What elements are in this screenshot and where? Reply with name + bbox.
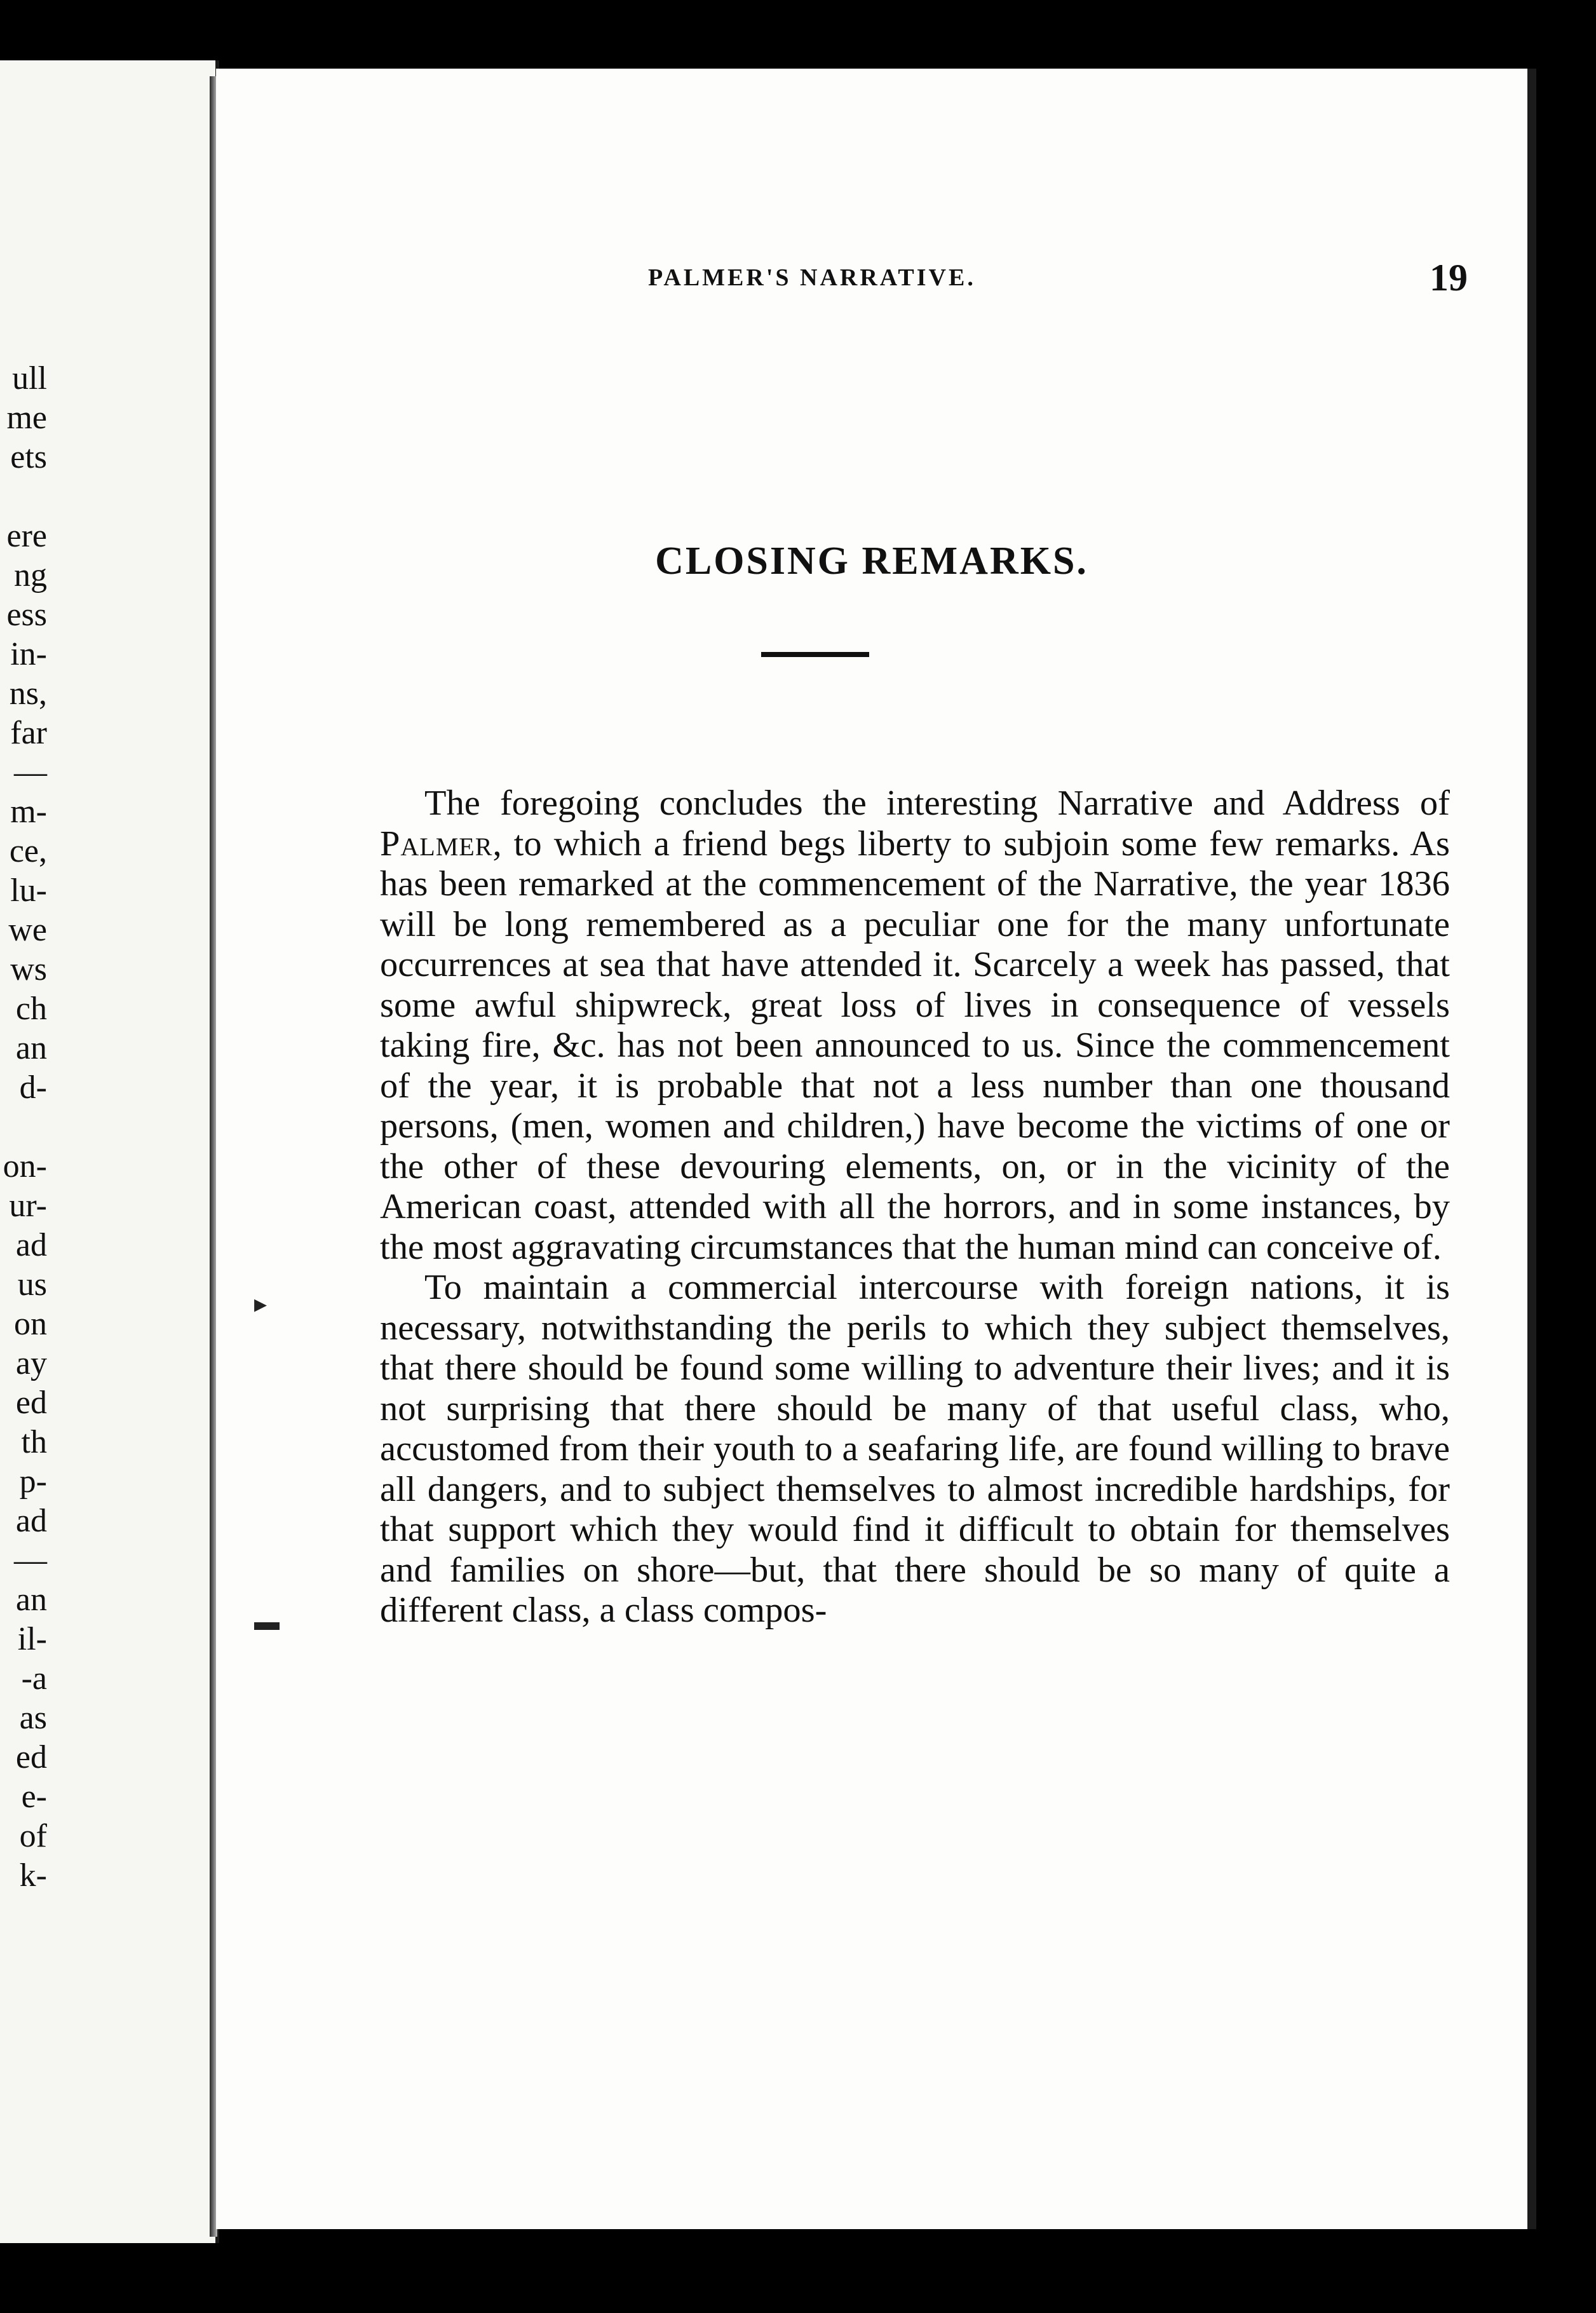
title-divider-rule — [761, 652, 869, 657]
paragraph-1-part-b: , to which a friend begs liberty to subjoin some few remarks. As has been remarked at the commencement of the Narrative, the year 1836 will be long remembered as a peculiar one for the many unfortunate occurrences at sea that have attended it. Scarcely a week has passed, that some awful shipwreck, great loss of lives in consequence of vessels taking fire, &c. has not been announced to us. Since the commencement of the year, it is probable that not a less number than one thousand persons, (men, women and children,) have become the victims of one or the other of these devouring elements, on, or in the vicinity of the American coast, attended with all the horrors, and in some instances, by the most aggravating circumstances that the human mind can conceive of. — [380, 824, 1450, 1267]
left-page-fragment-line: of — [19, 1818, 47, 1854]
left-page-fragment-line: an — [15, 1030, 47, 1066]
left-page-fragment-line: ur- — [9, 1188, 47, 1224]
left-page-fragment-line: ch — [15, 991, 47, 1027]
running-title: PALMER'S NARRATIVE. — [648, 264, 976, 291]
chapter-title: CLOSING REMARKS. — [655, 539, 1088, 583]
left-page-fragment-line: far — [10, 715, 47, 751]
left-page-fragment-line: ed — [15, 1739, 47, 1775]
left-page-fragment-line: ull — [12, 360, 47, 397]
left-page-fragment-line: ed — [15, 1385, 47, 1421]
page-number: 19 — [1430, 257, 1468, 299]
running-head — [648, 256, 1468, 307]
left-page-fragment-line: ng — [14, 557, 47, 594]
left-page-fragment-line: ere — [6, 518, 47, 554]
left-page-fragment-line: k- — [19, 1857, 47, 1894]
left-page-fragment-line: an — [15, 1582, 47, 1618]
left-page-fragment-line: in- — [10, 636, 47, 672]
left-page-fragment-line — [0, 477, 47, 517]
left-page-text-fragments — [0, 359, 47, 1896]
left-page-fragment-line: on — [14, 1306, 47, 1342]
left-page-fragment-line: me — [6, 400, 47, 436]
left-page-fragment-line: ws — [10, 951, 47, 987]
left-page-fragment-line: ad — [15, 1503, 47, 1539]
margin-mark: ▸ — [254, 1289, 267, 1318]
left-page-fragment-line: d- — [19, 1069, 47, 1106]
left-page-fragment-line: as — [19, 1700, 47, 1736]
left-page-fragment — [0, 60, 219, 2243]
left-page-fragment-line: e- — [21, 1779, 47, 1815]
author-name: Palmer — [380, 824, 493, 864]
paragraph-2: To maintain a commercial intercourse with foreign nations, it is necessary, notwithstanding the perils to which they subject themselves, that there should be found some willing to adventure their lives; and it is not surprising that there should be many of that useful class, who, accustomed from their youth to a seafaring life, are found willing to brave all dangers, and to subject themselves to almost incredible hardships, for that support which they would find it difficult to obtain for themselves and families on shore—but, that there should be so many of quite a different class, a class compos- — [380, 1268, 1450, 1630]
left-page-fragment-line: p- — [19, 1463, 47, 1500]
left-page-fragment-line: il- — [17, 1621, 47, 1657]
left-page-fragment-line: on- — [3, 1148, 47, 1184]
margin-mark: ▬ — [254, 1607, 280, 1636]
body-text — [380, 783, 1450, 1631]
left-page-fragment-line — [0, 1108, 47, 1147]
left-page-fragment-line: — — [14, 1542, 47, 1578]
left-page-fragment-line: ets — [10, 439, 47, 475]
paragraph-1 — [380, 783, 1450, 1268]
left-page-fragment-line: ns, — [9, 675, 47, 712]
left-page-fragment-line: ce, — [9, 833, 47, 869]
left-page-fragment-line: -a — [21, 1660, 47, 1697]
left-page-fragment-line: us — [17, 1266, 47, 1303]
left-page-fragment-line: ad — [15, 1227, 47, 1263]
left-page-fragment-line: m- — [10, 794, 47, 830]
paragraph-1-part-a: The foregoing concludes the interesting Narrative and Address of — [424, 783, 1450, 823]
left-page-fragment-line: ess — [6, 597, 47, 633]
left-page-fragment-line: lu- — [10, 872, 47, 909]
left-page-fragment-line: we — [8, 912, 47, 948]
left-page-fragment-line: th — [21, 1424, 47, 1460]
left-page-fragment-line: ay — [15, 1345, 47, 1381]
left-page-fragment-line: — — [14, 754, 47, 790]
book-page — [216, 69, 1536, 2229]
